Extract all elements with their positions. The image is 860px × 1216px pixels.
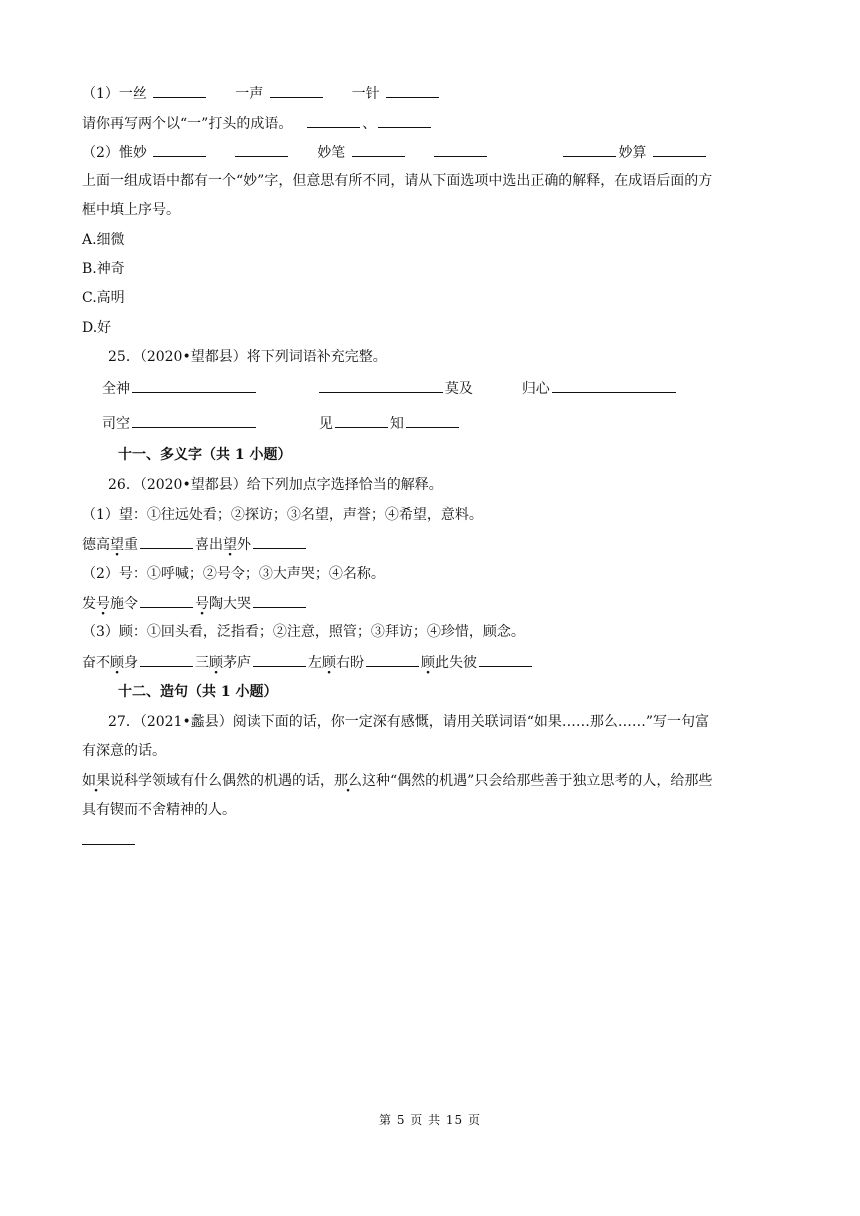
section-12-heading: 十二、造句（共 1 小题） xyxy=(118,684,278,700)
phrase-part: 身 xyxy=(124,655,138,671)
q26-title: 26．（2020•望都县）给下列加点字选择恰当的解释。 xyxy=(108,477,443,493)
dotted-char: 号 xyxy=(96,596,110,612)
q-prev-part2-row xyxy=(82,142,708,163)
phrase-part: 左 xyxy=(308,655,322,671)
answer-blank[interactable] xyxy=(653,142,706,157)
q27-title-line1: 27．（2021•蠡县）阅读下面的话，你一定深有感慨，请用关联词语“如果……那么……”写一句富 xyxy=(108,714,710,730)
answer-blank[interactable] xyxy=(434,142,487,157)
phrase-part: 喜出 xyxy=(195,537,223,553)
option-c: C.高明 xyxy=(82,290,125,306)
dotted-char: 顾 xyxy=(421,655,435,671)
answer-blank[interactable] xyxy=(386,83,439,98)
dotted-char: 望 xyxy=(110,537,124,553)
answer-blank[interactable] xyxy=(253,652,306,667)
part2-desc-line2: 框中填上序号。 xyxy=(82,202,180,218)
part1-label: （1）一丝 xyxy=(82,86,147,102)
word-quanshen: 全神 xyxy=(102,381,130,397)
q25-row2 xyxy=(102,413,461,434)
answer-blank[interactable] xyxy=(132,413,256,428)
idiom-yizhen: 一针 xyxy=(351,86,380,102)
word-moji: 莫及 xyxy=(444,381,473,397)
phrase-part: 茅庐 xyxy=(223,655,251,671)
q27-body-line1 xyxy=(82,771,712,791)
phrase-part: 发 xyxy=(82,596,96,612)
q26-sub1: （1）望：①往远处看；②探访；③名望，声誉；④希望，意料。 xyxy=(82,507,483,523)
word-zhi: 知 xyxy=(389,416,404,432)
answer-blank[interactable] xyxy=(563,142,616,157)
idiom-miaobi: 妙笔 xyxy=(317,145,346,161)
body-text: 说科学领域有什么偶然的机遇的话， xyxy=(110,773,334,789)
answer-blank[interactable] xyxy=(270,83,323,98)
part2-label: （2）惟妙 xyxy=(82,145,147,161)
q26-sub3: （3）顾：①回头看，泛指看；②注意，照管；③拜访；④珍惜，顾念。 xyxy=(82,624,525,640)
q26-sub3-answers xyxy=(82,652,534,673)
option-a: A.细微 xyxy=(82,232,125,248)
answer-blank[interactable] xyxy=(366,652,419,667)
phrase-part: 右盼 xyxy=(336,655,364,671)
q26-sub1-answers xyxy=(82,534,308,555)
answer-blank[interactable] xyxy=(378,113,431,128)
separator: 、 xyxy=(362,116,377,132)
ask-text: 请你再写两个以“一”打头的成语。 xyxy=(82,116,293,132)
answer-blank[interactable] xyxy=(253,534,306,549)
phrase-part: 奋不 xyxy=(82,655,110,671)
q25-row1 xyxy=(102,378,678,399)
q25-title: 25．（2020•望都县）将下列词语补充完整。 xyxy=(108,349,387,365)
part2-desc-line1: 上面一组成语中都有一个“妙”字，但意思有所不同，请从下面选项中选出正确的解释，在成语后面的方 xyxy=(82,173,713,189)
phrase-part: 施令 xyxy=(110,596,138,612)
word-sikong: 司空 xyxy=(102,416,130,432)
answer-blank[interactable] xyxy=(235,142,288,157)
dotted-char: 顾 xyxy=(110,655,124,671)
q-prev-part1-row xyxy=(82,83,441,104)
word-guixin: 归心 xyxy=(521,381,550,397)
dotted-char: 望 xyxy=(223,537,237,553)
option-d: D.好 xyxy=(82,320,112,336)
answer-blank[interactable] xyxy=(140,593,193,608)
phrase-part: 三 xyxy=(195,655,209,671)
section-11-heading: 十一、多义字（共 1 小题） xyxy=(118,447,292,463)
answer-blank[interactable] xyxy=(153,142,206,157)
answer-blank[interactable] xyxy=(406,413,459,428)
answer-blank[interactable] xyxy=(153,83,206,98)
phrase-part: 重 xyxy=(124,537,138,553)
q27-answer-row xyxy=(82,830,137,851)
answer-blank[interactable] xyxy=(132,378,256,393)
q27-body-line2: 具有锲而不舍精神的人。 xyxy=(82,802,236,818)
q27-title-line2: 有深意的话。 xyxy=(82,743,166,759)
dotted-word: 那么 xyxy=(334,773,362,789)
answer-blank[interactable] xyxy=(335,413,388,428)
answer-blank[interactable] xyxy=(352,142,405,157)
answer-blank[interactable] xyxy=(140,652,193,667)
phrase-part: 陶大哭 xyxy=(209,596,251,612)
answer-blank[interactable] xyxy=(552,378,676,393)
dotted-char: 顾 xyxy=(322,655,336,671)
phrase-part: 德高 xyxy=(82,537,110,553)
q26-sub2-answers xyxy=(82,593,308,614)
idiom-miaosuan: 妙算 xyxy=(618,145,647,161)
dotted-char: 顾 xyxy=(209,655,223,671)
answer-blank[interactable] xyxy=(319,378,443,393)
q-prev-ask-row xyxy=(82,113,433,134)
page-footer: 第 5 页 共 15 页 xyxy=(379,1113,481,1127)
answer-blank[interactable] xyxy=(140,534,193,549)
answer-blank[interactable] xyxy=(307,113,360,128)
phrase-part: 外 xyxy=(237,537,251,553)
answer-blank[interactable] xyxy=(479,652,532,667)
dotted-char: 号 xyxy=(195,596,209,612)
word-jian: 见 xyxy=(318,416,333,432)
dotted-word: 如果 xyxy=(82,773,110,789)
option-b: B.神奇 xyxy=(82,261,125,277)
idiom-yisheng: 一声 xyxy=(235,86,264,102)
q26-sub2: （2）号：①呼喊；②号令；③大声哭；④名称。 xyxy=(82,566,385,582)
answer-blank[interactable] xyxy=(82,830,135,845)
body-text: 这种“偶然的机遇”只会给那些善于独立思考的人，给那些 xyxy=(362,773,713,789)
answer-blank[interactable] xyxy=(253,593,306,608)
phrase-part: 此失彼 xyxy=(435,655,477,671)
